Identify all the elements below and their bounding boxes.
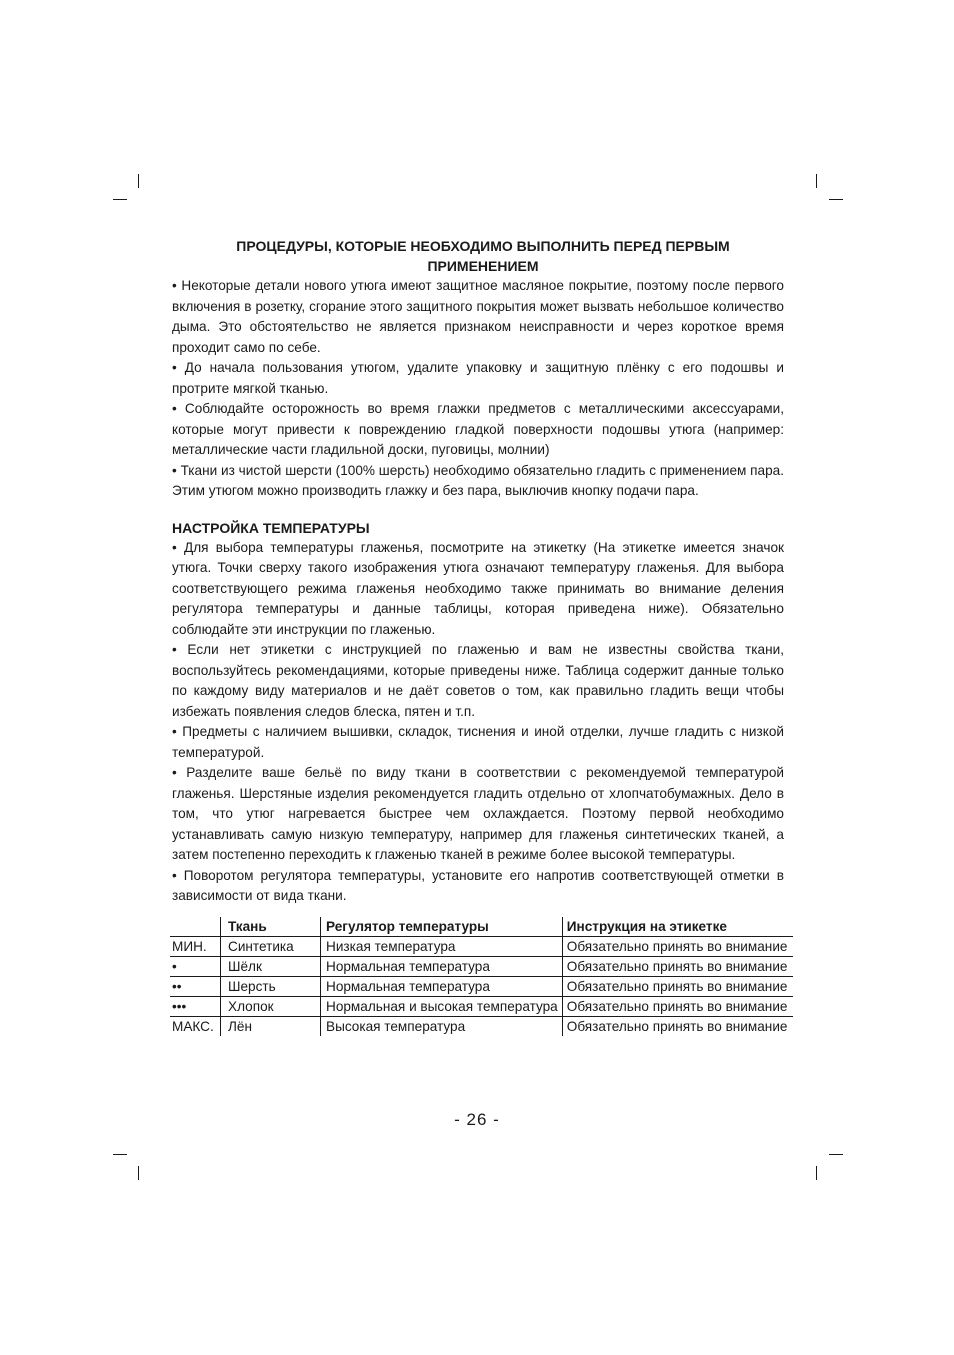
crop-mark: [113, 199, 127, 200]
section-body-first-use: [172, 276, 784, 502]
table-cell: Обязательно принять во внимание: [562, 937, 793, 957]
page-content: [172, 236, 784, 907]
table-header-row: [170, 917, 793, 937]
section-title-temperature: НАСТРОЙКА ТЕМПЕРАТУРЫ: [172, 519, 370, 536]
paragraph: • Некоторые детали нового утюга имеют защитное масляное покрытие, поэтому после первого включения в розетку, сгорание этого защитного покрытия может вызвать небольшое количество дыма. Это обстоятельство не является признаком неисправности и через короткое время проходит само по себе.: [172, 278, 784, 355]
paragraph: • Ткани из чистой шерсти (100% шерсть) необходимо обязательно гладить с применением пара. Этим утюгом можно производить глажку и без пара, выключив кнопку подачи пара.: [172, 462, 784, 498]
table-header-cell: [170, 917, 221, 937]
crop-mark: [829, 1154, 843, 1155]
table-cell: Обязательно принять во внимание: [562, 997, 793, 1017]
table-cell: Лён: [221, 1017, 321, 1037]
section-title-first-use: ПРОЦЕДУРЫ, КОТОРЫЕ НЕОБХОДИМО ВЫПОЛНИТЬ ПЕРЕД ПЕРВЫМ ПРИМЕНЕНИЕМ: [236, 238, 730, 274]
table-cell: МАКС.: [172, 1019, 214, 1034]
paragraph: • Поворотом регулятора температуры, установите его напротив соответствующей отметки в зависимости от вида ткани.: [172, 867, 784, 903]
table-cell: Нормальная температура: [321, 977, 563, 997]
table-cell: Низкая температура: [321, 937, 563, 957]
table-cell: Шерсть: [221, 977, 321, 997]
section-body-temperature: [172, 538, 784, 907]
crop-mark: [113, 1154, 127, 1155]
table-row: [170, 957, 793, 977]
crop-mark: [138, 174, 139, 188]
table-header-cell: Регулятор температуры: [321, 917, 563, 937]
paragraph: • Для выбора температуры глаженья, посмотрите на этикетку (На этикетке имеется значок утюга. Точки сверху такого изображения утюга означают температуру глаженья. Для выбора соответствующего режима глаженья необходимо также принимать во внимание деления регулятора температуры и данные таблицы, которая приведена ниже). Обязательно соблюдайте эти инструкции по глаженью.: [172, 539, 784, 637]
table-cell: •: [170, 957, 221, 977]
table-header-cell: Ткань: [221, 917, 321, 937]
table-row: [170, 937, 793, 957]
table-row: [170, 977, 793, 997]
table-header-cell: Инструкция на этикетке: [562, 917, 793, 937]
table-cell: Синтетика: [221, 937, 321, 957]
table-cell: ••: [170, 977, 221, 997]
paragraph: • До начала пользования утюгом, удалите упаковку и защитную плёнку с его подошвы и протрите мягкой тканью.: [172, 360, 784, 396]
table-cell: Нормальная и высокая температура: [321, 997, 563, 1017]
paragraph: • Соблюдайте осторожность во время глажки предметов с металлическими аксессуарами, которые могут привести к повреждению гладкой поверхности подошвы утюга (например: металлические части гладильной доски, пуговицы, молнии): [172, 401, 784, 457]
table-cell: Нормальная температура: [321, 957, 563, 977]
table-cell: •••: [170, 997, 221, 1017]
table-cell: Шёлк: [221, 957, 321, 977]
table-cell: Высокая температура: [321, 1017, 563, 1037]
crop-mark: [816, 174, 817, 188]
paragraph: • Предметы с наличием вышивки, складок, тиснения и иной отделки, лучше гладить с низкой температурой.: [172, 724, 784, 760]
table-cell: Обязательно принять во внимание: [562, 957, 793, 977]
paragraph: • Разделите ваше бельё по виду ткани в соответствии с рекомендуемой температурой глаженья. Шерстяные изделия рекомендуется гладить отдельно от хлопчатобумажных. Дело в том, что утюг нагревается быстрее чем охлаждается. Поэтому первой необходимо устанавливать самую низкую температуру, например для глаженья синтетических тканей, а затем постепенно переходить к глаженью тканей в режиме более высокой температуры.: [172, 765, 784, 862]
table-row: [170, 1017, 793, 1037]
table-cell: Обязательно принять во внимание: [562, 977, 793, 997]
crop-mark: [816, 1166, 817, 1180]
table-row: [170, 997, 793, 1017]
crop-mark: [829, 199, 843, 200]
temperature-table: [170, 917, 793, 1036]
table-cell: Обязательно принять во внимание: [562, 1017, 793, 1037]
crop-mark: [138, 1166, 139, 1180]
table-cell: МИН.: [170, 937, 221, 957]
table-cell: Хлопок: [221, 997, 321, 1017]
page-number: - 26 -: [454, 1110, 500, 1129]
paragraph: • Если нет этикетки с инструкцией по глаженью и вам не известны свойства ткани, воспользуйтесь рекомендациями, которые приведены ниже. Таблица содержит данные только по каждому виду материалов и не даёт советов о том, как правильно гладить вещи чтобы избежать появления следов блеска, пятен и т.п.: [172, 642, 784, 719]
